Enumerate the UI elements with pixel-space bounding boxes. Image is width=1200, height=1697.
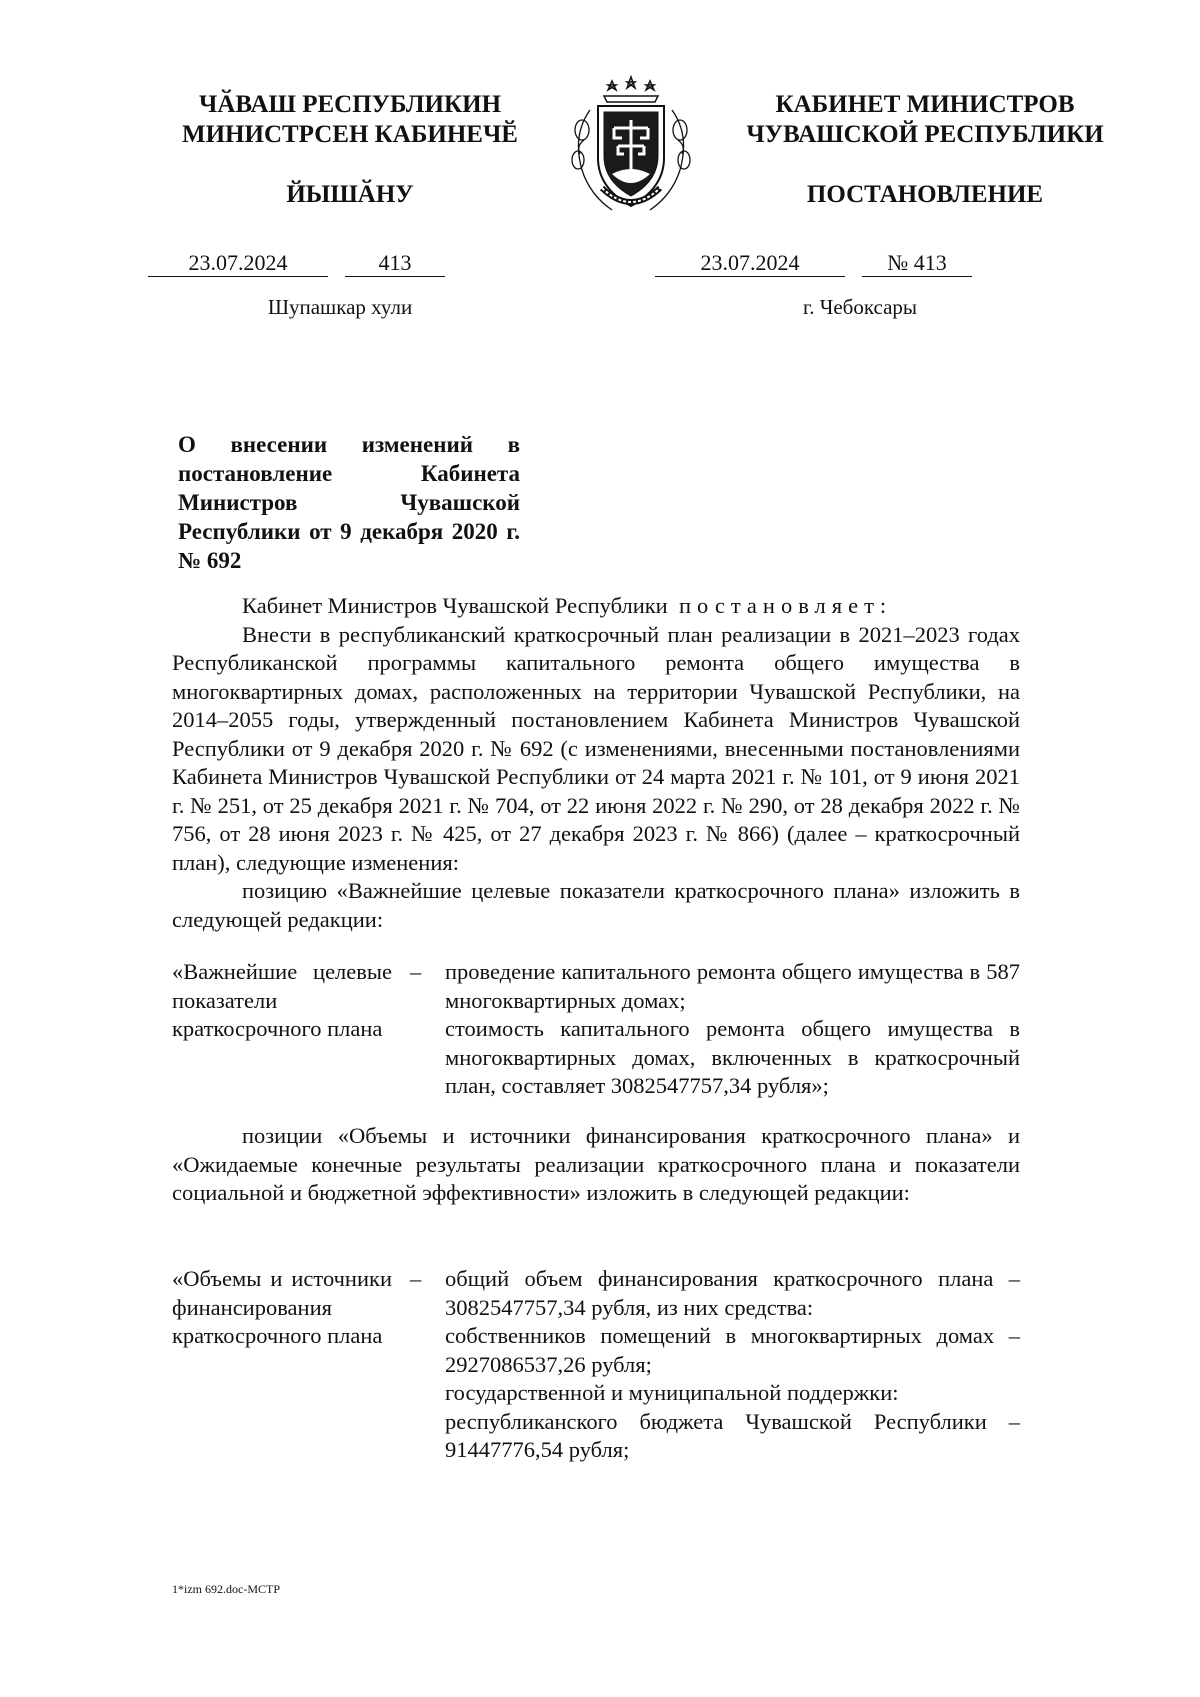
left-date: 23.07.2024	[148, 250, 328, 277]
left-org-line1: ЧӐВАШ РЕСПУБЛИКИН	[198, 91, 502, 118]
block1-line-1: проведение капитального ремонта общего имущества в 587 многоквартирных домах;	[445, 959, 1020, 1013]
document-body	[172, 592, 1020, 934]
left-doc-type: ЙЫШӐНУ	[286, 181, 414, 208]
right-number: № 413	[862, 250, 972, 277]
block1-dash: –	[410, 959, 422, 984]
right-org-line1: КАБИНЕТ МИНИСТРОВ	[775, 91, 1075, 118]
block1-label: «Важнейшие целевые показатели краткосрочного плана	[172, 959, 392, 1041]
block2-values	[445, 1265, 1020, 1465]
block1-line-2: стоимость капитального ремонта общего имущества в многоквартирных домах, включенных в краткосрочный план, составляет 3082547757,34 рубля»;	[445, 1016, 1020, 1098]
left-city: Шупашкар хули	[267, 295, 413, 319]
decree-line	[172, 592, 1020, 621]
right-org-line2: ЧУВАШСКОЙ РЕСПУБЛИКИ	[746, 121, 1104, 148]
paragraph-3: позиции «Объемы и источники финансирования краткосрочного плана» и «Ожидаемые конечные результаты реализации краткосрочного плана и показатели социальной и бюджетной эффективности» изложить в следующей редакции:	[172, 1123, 1020, 1205]
footer-file-ref: 1*izm 692.doc-МСТР	[172, 1582, 280, 1596]
left-org-line2: МИНИСТРСЕН КАБИНЕЧӖ	[182, 121, 518, 148]
paragraph-1: Внести в республиканский краткосрочный план реализации в 2021–2023 годах Республиканской программы капитального ремонта общего имущества в многоквартирных домах, расположенных на территории Чувашской Республики, на 2014–2055 годы, утвержденный постановлением Кабинета Министров Чувашской Республики от 9 декабря 2020 г. № 692 (с изменениями, внесенными постановлениями Кабинета Министров Чувашской Республики от 24 марта 2021 г. № 101, от 9 июня 2021 г. № 251, от 25 декабря 2021 г. № 704, от 22 июня 2022 г. № 290, от 28 декабря 2022 г. № 756, от 28 июня 2023 г. № 425, от 27 декабря 2023 г. № 866) (далее – краткосрочный план), следующие изменения:	[172, 621, 1020, 875]
block2-dash: –	[410, 1266, 422, 1291]
block2-line-2: собственников помещений в многоквартирных домах – 2927086537,26 рубля;	[445, 1323, 1020, 1377]
decree-verb: постановляет:	[678, 593, 893, 618]
right-org-name	[715, 90, 1135, 150]
block2-label: «Объемы и источники финансирования краткосрочного плана	[172, 1266, 392, 1348]
decree-prefix: Кабинет Министров Чувашской Республики	[242, 593, 668, 618]
left-number: 413	[345, 250, 445, 277]
paragraph-3-container	[172, 1122, 1020, 1208]
block2-line-4: республиканского бюджета Чувашской Республики – 91447776,54 рубля;	[445, 1408, 1020, 1462]
right-date: 23.07.2024	[655, 250, 845, 277]
right-doc-type: ПОСТАНОВЛЕНИЕ	[806, 181, 1044, 208]
document-title: О внесении изменений в постановление Кабинета Министров Чувашской Республики от 9 декабря 2020 г. № 692	[178, 432, 520, 573]
coat-of-arms-emblem	[562, 70, 700, 220]
paragraph-2: позицию «Важнейшие целевые показатели краткосрочного плана» изложить в следующей редакции:	[172, 878, 1020, 932]
left-org-name	[150, 90, 550, 150]
block2-line-1: общий объем финансирования краткосрочного плана – 3082547757,34 рубля, из них средства:	[445, 1266, 1020, 1320]
right-city: г. Чебоксары	[802, 295, 918, 319]
block2-line-3: государственной и муниципальной поддержки:	[445, 1380, 899, 1405]
block1-values	[445, 958, 1020, 1101]
